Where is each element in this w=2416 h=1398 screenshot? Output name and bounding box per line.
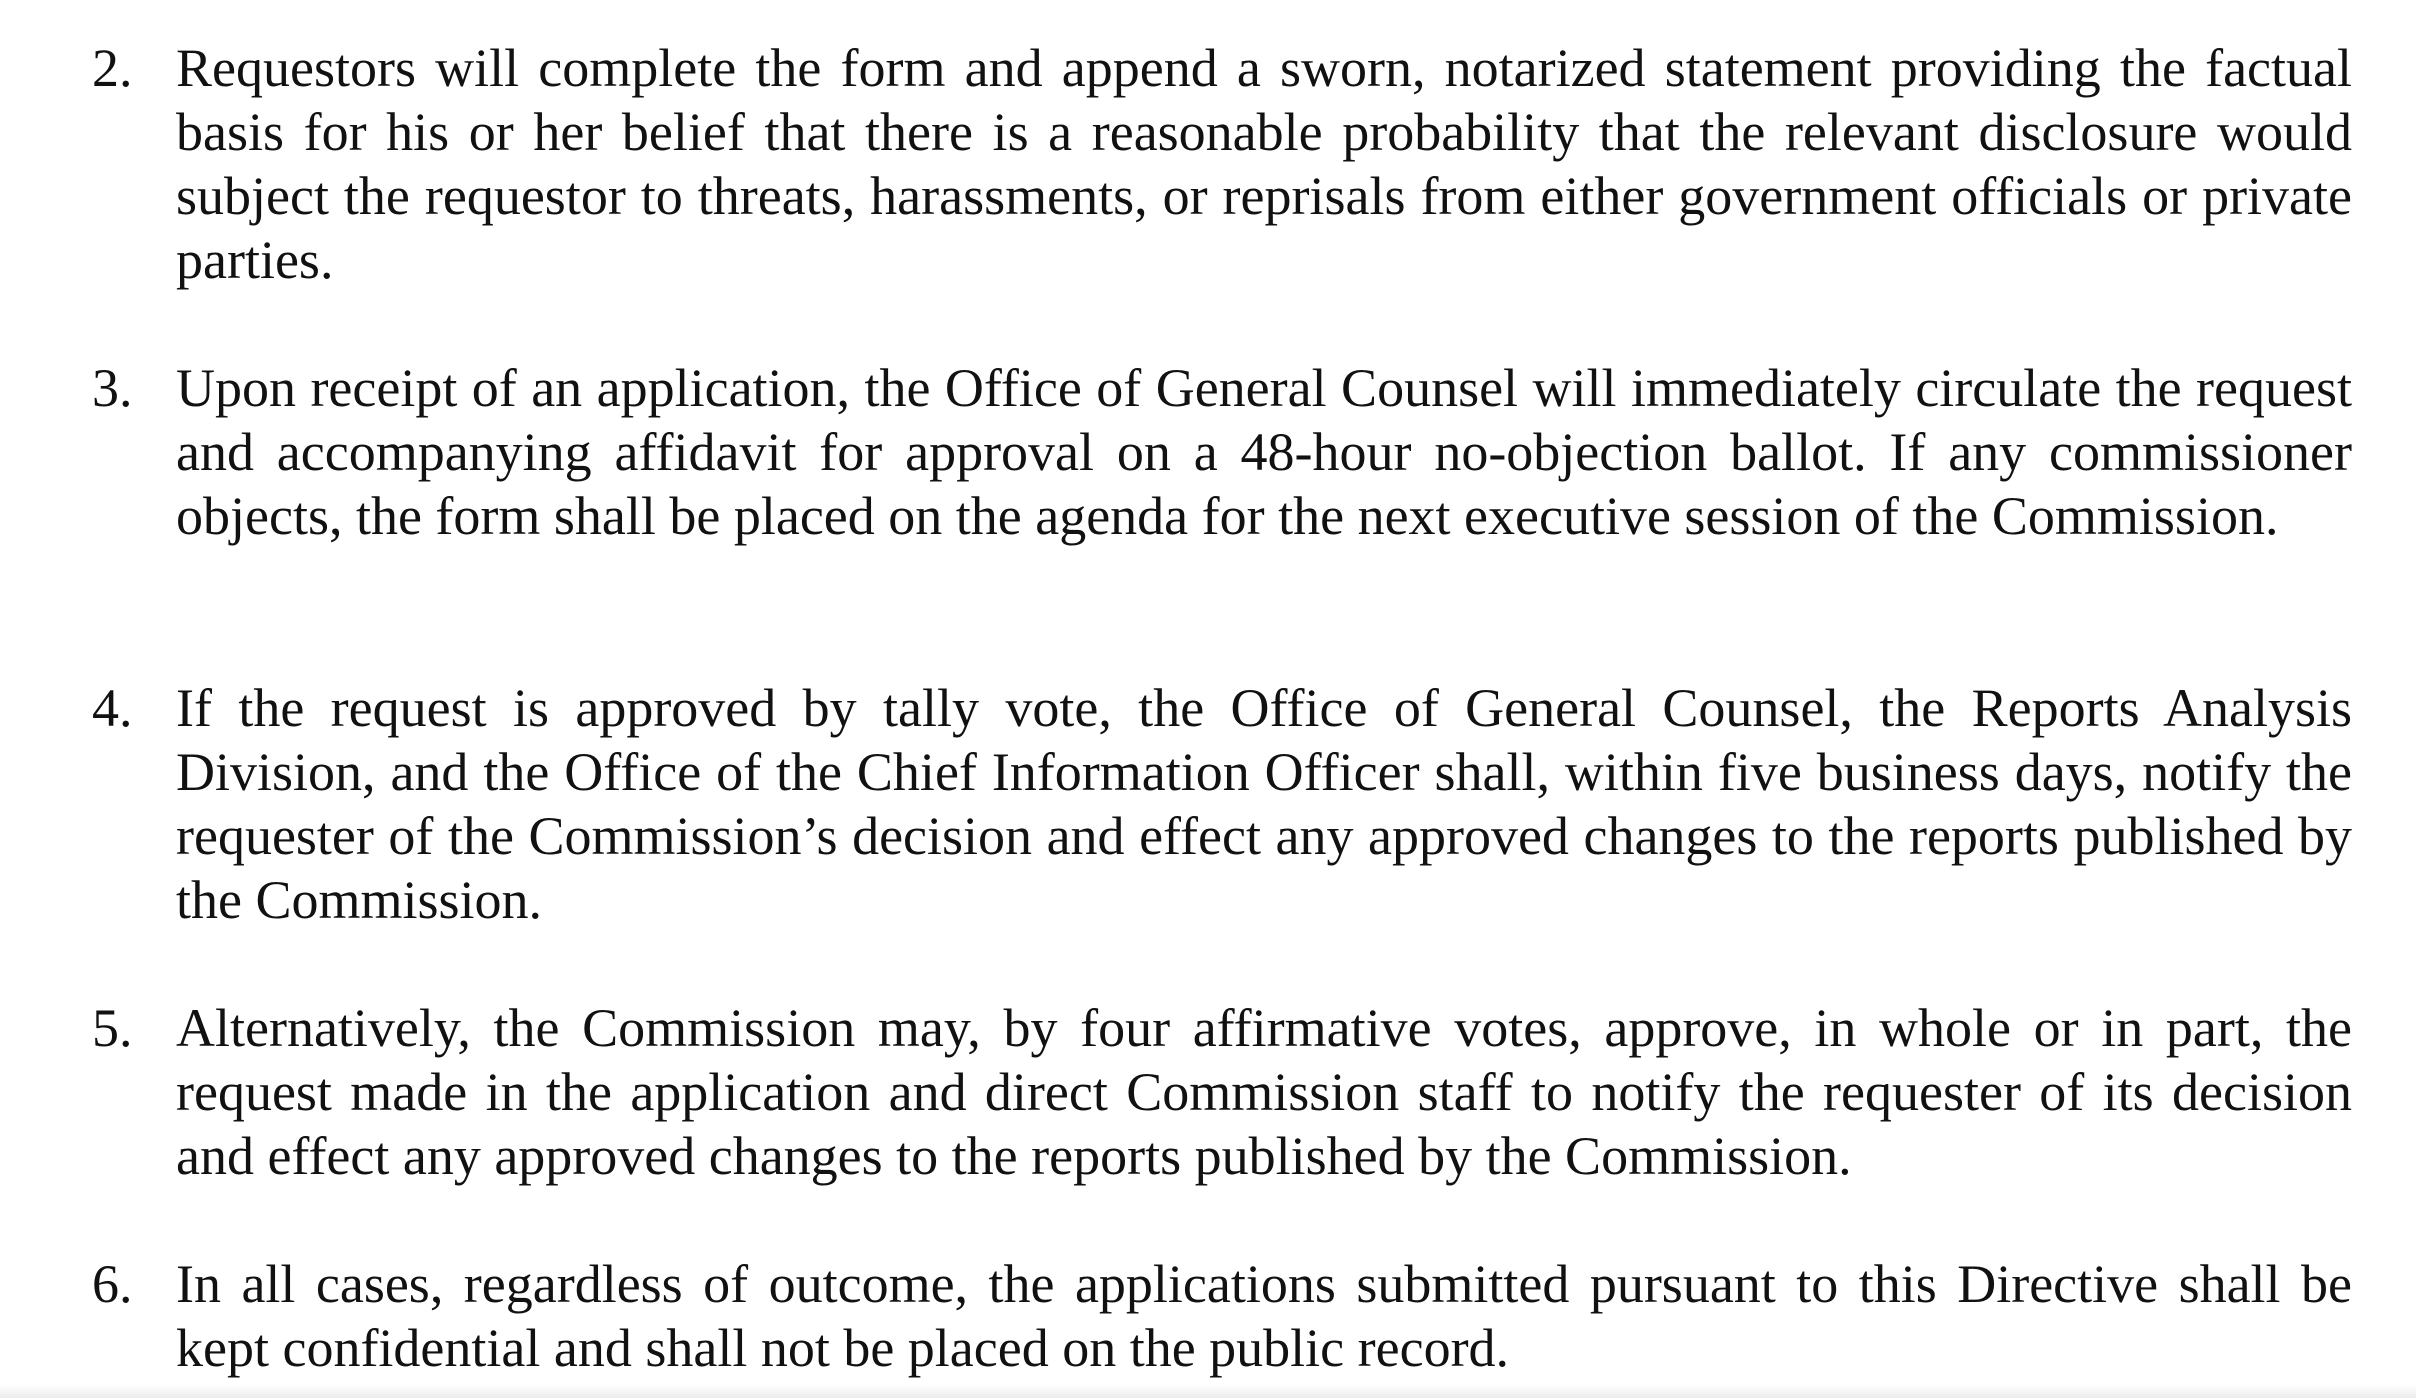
item-text: Requestors will complete the form and append a sworn, notarized statement providing the factual basis for his or her belief that there is a reasonable probability that the relevant disclosure would subject the requestor to threats, harassments, or reprisals from either government officials or private parties. [176,38,2352,290]
item-text: In all cases, regardless of outcome, the applications submitted pursuant to this Directive shall be kept confidential and shall not be placed on the public record. [176,1254,2352,1378]
item-text: Upon receipt of an application, the Office of General Counsel will immediately circulate the request and accompanying affidavit for approval on a 48-hour no-objection ballot. If any commissioner objects, the form shall be placed on the agenda for the next executive session of the Commission. [176,358,2352,546]
item-number: 2. [92,38,133,98]
item-number: 3. [92,358,133,418]
page-bottom-shadow [0,1384,2416,1398]
item-text: If the request is approved by tally vote, the Office of General Counsel, the Reports Analysis Division, and the Office of the Chief Information Officer shall, within five business days, notify the requester of the Commission’s decision and effect any approved changes to the reports published by the Commission. [176,678,2352,930]
item-number: 4. [92,678,133,738]
item-text: Alternatively, the Commission may, by four affirmative votes, approve, in whole or in part, the request made in the application and direct Commission staff to notify the requester of its decision and effect any approved changes to the reports published by the Commission. [176,998,2352,1186]
item-number: 5. [92,998,133,1058]
item-number: 6. [92,1254,133,1314]
